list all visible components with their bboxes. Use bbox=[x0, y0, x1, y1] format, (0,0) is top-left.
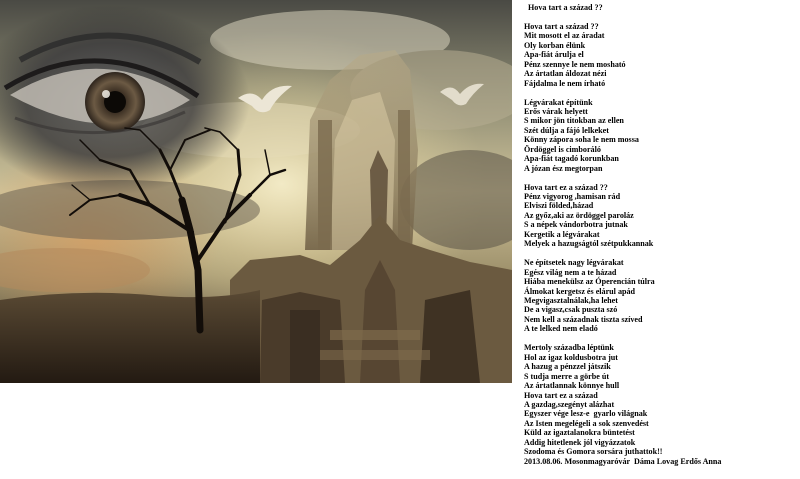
poem-signature: 2013.08.06. Mosonmagyaróvár Dáma Lovag Erdős Anna bbox=[524, 456, 722, 466]
poem-line: S mikor jön titokban az ellen bbox=[524, 116, 624, 126]
stanza-3 bbox=[524, 183, 796, 249]
poem-line: A te lelked nem eladó bbox=[524, 324, 598, 334]
poem-line: Szét dúlja a fájó lelkeket bbox=[524, 125, 609, 135]
stanza-1 bbox=[524, 22, 796, 88]
poem-line: Az ártatlannak könnye hull bbox=[524, 381, 620, 391]
poem-line: Az Isten megelégeli a sok szenvedést bbox=[524, 418, 649, 428]
poem-line: Mit mosott el az áradat bbox=[524, 31, 605, 41]
poem-line: Szodoma és Gomora sorsára juthattok!! bbox=[524, 447, 663, 457]
poem-line: Fájdalma le nem írható bbox=[524, 78, 606, 88]
poem-line: Ördöggel is cimboráló bbox=[524, 144, 601, 154]
stanza-4 bbox=[524, 258, 796, 334]
poem-line: Elviszi földed,házad bbox=[524, 201, 594, 211]
poem-line: Megvigasztalnálak,ha lehet bbox=[524, 295, 618, 305]
poem-line: Álmokat kergetsz és elárul apád bbox=[524, 286, 636, 296]
poem-line: Küld az igaztalanokra büntetést bbox=[524, 428, 635, 438]
poem-line: Kergetik a légvárakat bbox=[524, 229, 600, 239]
poem bbox=[524, 3, 796, 476]
stanza-5 bbox=[524, 343, 796, 466]
poem-line: Melyek a hazugságtól szétpukkannak bbox=[524, 239, 654, 249]
poem-line: Hiába menekülsz az Óperencián túlra bbox=[524, 277, 655, 287]
stanza-2 bbox=[524, 98, 796, 174]
poem-line: Egyszer vége lesz-e gyarlo világnak bbox=[524, 409, 648, 419]
poem-line: Oly korban élünk bbox=[524, 40, 586, 50]
poem-line: Nem kell a századnak tiszta szíved bbox=[524, 314, 643, 324]
poem-line: Erős várak helyett bbox=[524, 106, 588, 116]
poem-line: A gazdag,szegényt alázhat bbox=[524, 399, 615, 409]
poem-title: Hova tart a század ?? bbox=[528, 3, 603, 12]
poem-line: Hova tart a század ?? bbox=[524, 21, 599, 31]
poem-line: Addig hitetlenek jól vigyázzatok bbox=[524, 437, 636, 447]
poem-line: S a népek vándorbotra jutnak bbox=[524, 220, 628, 230]
poem-line: A józan ész megtorpan bbox=[524, 163, 603, 173]
poem-line: Pénz szennye le nem mosható bbox=[524, 59, 626, 69]
poem-line: Pénz vigyorog ,hamisan rád bbox=[524, 192, 621, 202]
poem-line: Apa-fiát árulja el bbox=[524, 50, 584, 60]
poem-line: Az győz,aki az ördöggel paroláz bbox=[524, 210, 634, 220]
poem-line: De a vigasz,csak puszta szó bbox=[524, 305, 618, 315]
poem-line: Hova tart ez a század ?? bbox=[524, 182, 608, 192]
poem-line: Apa-fiát tagadó korunkban bbox=[524, 154, 619, 164]
poem-line: Hova tart ez a század bbox=[524, 390, 598, 400]
poem-line: Ne építsetek nagy légvárakat bbox=[524, 258, 624, 268]
poem-line: Légvárakat építünk bbox=[524, 97, 593, 107]
poem-line: A hazug a pénzzel játszik bbox=[524, 362, 611, 372]
poem-line: Az ártatlan áldozat nézi bbox=[524, 69, 607, 79]
poem-line: Hol az igaz koldusbotra jut bbox=[524, 352, 618, 362]
poem-line: S tudja merre a görbe út bbox=[524, 371, 610, 381]
poem-line: Könny zápora soha le nem mossa bbox=[524, 135, 639, 145]
poem-line: Egész világ nem a te házad bbox=[524, 267, 617, 277]
poem-line: Mertoly századba léptünk bbox=[524, 343, 614, 353]
ground bbox=[0, 290, 260, 383]
